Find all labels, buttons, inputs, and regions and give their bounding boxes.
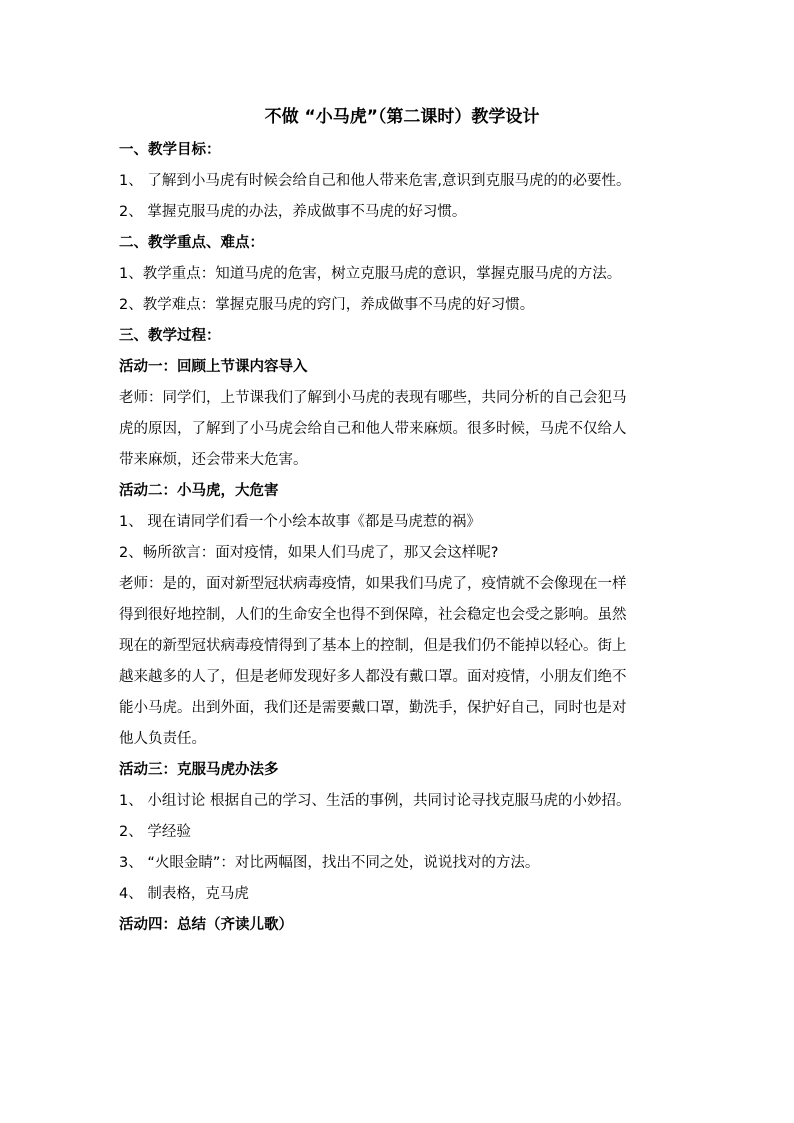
activity-2-paragraph-line: 他人负责任。 <box>119 731 206 747</box>
activity-3-item-4: 4、 制表格，克马虎 <box>119 886 249 902</box>
activity-4-heading: 活动四：总结（齐读儿歌） <box>119 917 293 933</box>
lesson-plan-page <box>119 103 685 941</box>
key-point-item-1: 1、教学重点：知道马虎的危害，树立克服马虎的意识，掌握克服马虎的方法。 <box>119 266 622 282</box>
activity-2-paragraph-line: 能小马虎。出到外面，我们还是需要戴口罩，勤洗手，保护好自己，同时也是对 <box>119 700 627 716</box>
activity-1-paragraph-line: 老师：同学们，上节课我们了解到小马虎的表现有哪些，共同分析的自己会犯马 <box>119 390 627 406</box>
activity-1-paragraph-line: 带来麻烦，还会带来大危害。 <box>119 452 308 468</box>
section-heading-objectives: 一、教学目标： <box>119 142 221 158</box>
activity-3-heading: 活动三：克服马虎办法多 <box>119 762 279 778</box>
activity-2-paragraph-line: 老师：是的，面对新型冠状病毒疫情，如果我们马虎了，疫情就不会像现在一样 <box>119 576 627 592</box>
section-heading-key-points: 二、教学重点、难点： <box>119 235 264 251</box>
activity-3-item-1: 1、 小组讨论 根据自己的学习、生活的事例，共同讨论寻找克服马虎的小妙招。 <box>119 793 631 809</box>
objective-item-1: 1、 了解到小马虎有时候会给自己和他人带来危害,意识到克服马虎的的必要性。 <box>119 173 631 189</box>
activity-1-heading: 活动一：回顾上节课内容导入 <box>119 359 308 375</box>
activity-2-item-1: 1、 现在请同学们看一个小绘本故事《都是马虎惹的祸》 <box>119 514 481 530</box>
activity-2-item-2: 2、畅所欲言：面对疫情，如果人们马虎了，那又会这样呢? <box>119 545 499 561</box>
activity-2-paragraph-line: 现在的新型冠状病毒疫情得到了基本上的控制，但是我们仍不能掉以轻心。街上 <box>119 638 627 654</box>
objective-item-2: 2、 掌握克服马虎的办法，养成做事不马虎的好习惯。 <box>119 204 467 220</box>
activity-2-heading: 活动二：小马虎，大危害 <box>119 483 279 499</box>
section-heading-process: 三、教学过程： <box>119 328 221 344</box>
document-title: 不做 “小马虎”（第二课时）教学设计 <box>264 107 540 127</box>
activity-3-item-2: 2、 学经验 <box>119 824 191 840</box>
activity-2-paragraph-line: 得到很好地控制，人们的生命安全也得不到保障，社会稳定也会受之影响。虽然 <box>119 607 627 623</box>
activity-3-item-3: 3、 “火眼金睛”：对比两幅图，找出不同之处，说说找对的方法。 <box>119 855 540 871</box>
activity-2-paragraph-line: 越来越多的人了，但是老师发现好多人都没有戴口罩。面对疫情，小朋友们绝不 <box>119 669 627 685</box>
activity-1-paragraph-line: 虎的原因，了解到了小马虎会给自己和他人带来麻烦。很多时候，马虎不仅给人 <box>119 421 627 437</box>
key-point-item-2: 2、教学难点：掌握克服马虎的窍门，养成做事不马虎的好习惯。 <box>119 297 535 313</box>
